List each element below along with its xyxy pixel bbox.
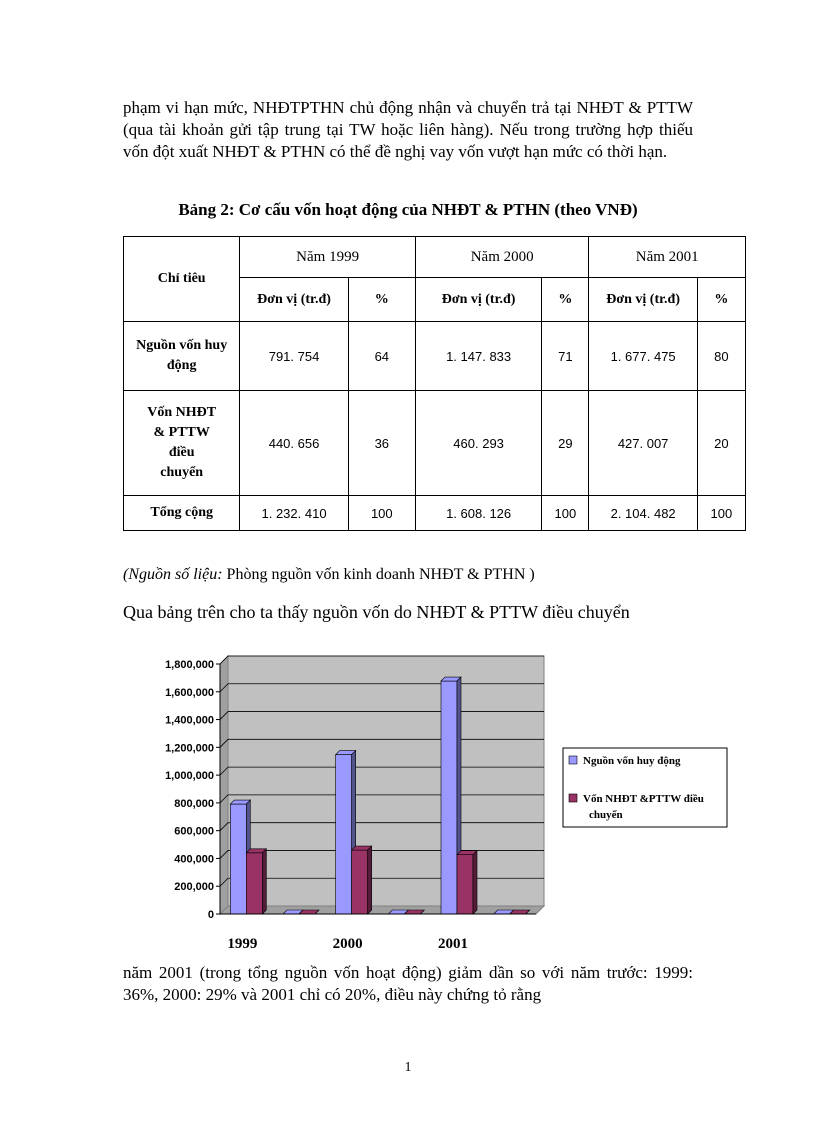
chart-y-tick-label: 1,200,000 bbox=[165, 742, 214, 755]
chart-y-tick-label: 0 bbox=[207, 909, 214, 921]
chart-x-tick-label: 2001 bbox=[438, 936, 468, 952]
table-cell: 71 bbox=[542, 322, 589, 391]
indicator-header: Chỉ tiêu bbox=[124, 237, 240, 322]
chart-y-tick-label: 400,000 bbox=[174, 853, 214, 866]
chart-side-wall bbox=[220, 656, 228, 914]
percent-header: % bbox=[348, 278, 415, 322]
year-header: Năm 2001 bbox=[589, 237, 746, 278]
chart-bar-front bbox=[441, 681, 457, 914]
capital-structure-table bbox=[123, 236, 746, 531]
chart-legend bbox=[563, 748, 727, 827]
row-label: Vốn NHĐT & PTTW điều chuyển bbox=[124, 391, 240, 496]
chart-legend-label-line: Vốn NHĐT &PTTW điều bbox=[583, 793, 704, 805]
chart-bar-front bbox=[246, 853, 262, 914]
row-label: Tổng cộng bbox=[124, 496, 240, 531]
lead-sentence: Qua bảng trên cho ta thấy nguồn vốn do NHĐT & PTTW điều chuyển bbox=[123, 602, 630, 622]
unit-header: Đơn vị (tr.đ) bbox=[240, 278, 348, 322]
table-cell: 440. 656 bbox=[240, 391, 348, 496]
table-cell: 100 bbox=[542, 496, 589, 531]
table-cell: 1. 677. 475 bbox=[589, 322, 697, 391]
table-cell: 460. 293 bbox=[415, 391, 541, 496]
table-cell: 100 bbox=[697, 496, 745, 531]
unit-header: Đơn vị (tr.đ) bbox=[589, 278, 697, 322]
table-cell: 791. 754 bbox=[240, 322, 348, 391]
chart-y-tick-label: 1,400,000 bbox=[165, 714, 214, 727]
chart-legend-swatch bbox=[569, 794, 577, 802]
chart-bar-front bbox=[457, 855, 473, 914]
page-number: 1 bbox=[404, 1060, 412, 1075]
chart-y-tick-label: 1,600,000 bbox=[165, 686, 214, 699]
chart-bar bbox=[457, 851, 477, 914]
chart-bar-side bbox=[262, 849, 266, 914]
chart-bar bbox=[510, 910, 530, 914]
table-caption: Bảng 2: Cơ cấu vốn hoạt động của NHĐT & PTHN (theo VNĐ) bbox=[178, 200, 638, 219]
chart-bar-side bbox=[368, 846, 372, 914]
table-cell: 20 bbox=[697, 391, 745, 496]
table-cell: 36 bbox=[348, 391, 415, 496]
chart-x-tick-label: 2000 bbox=[332, 936, 363, 952]
table-cell: 1. 147. 833 bbox=[415, 322, 541, 391]
chart-back-wall bbox=[228, 656, 544, 906]
source-note bbox=[123, 566, 535, 584]
chart-y-tick-label: 200,000 bbox=[174, 881, 214, 894]
chart-bar bbox=[299, 910, 319, 914]
source-text: Phòng nguồn vốn kinh doanh NHĐT & PTHN ) bbox=[222, 566, 535, 583]
table-row bbox=[124, 391, 746, 496]
chart-y-tick-label: 600,000 bbox=[174, 825, 214, 838]
chart-legend-label-line: chuyển bbox=[589, 809, 623, 821]
chart-bar-front bbox=[230, 804, 246, 914]
table-row bbox=[124, 496, 746, 531]
intro-paragraph: phạm vi hạn mức, NHĐTPTHN chủ động nhận và chuyển trả tại NHĐT & PTTW (qua tài khoản gửi tập trung tại TW hoặc liên hàng). Nếu trong trường hợp thiếu vốn đột xuất NHĐT & PTHN có thể đề nghị vay vốn vượt hạn mức có thời hạn. bbox=[123, 98, 693, 161]
table-cell: 80 bbox=[697, 322, 745, 391]
chart-y-tick-label: 800,000 bbox=[174, 797, 214, 810]
chart-bar-side bbox=[473, 851, 477, 914]
year-header: Năm 1999 bbox=[240, 237, 416, 278]
chart-legend-label-line: Nguồn vốn huy động bbox=[583, 755, 681, 767]
chart-legend-label bbox=[583, 755, 681, 767]
chart-bar-front bbox=[336, 755, 352, 914]
table-cell: 2. 104. 482 bbox=[589, 496, 697, 531]
chart-bar-front bbox=[352, 850, 368, 914]
conclusion-paragraph: năm 2001 (trong tổng nguồn vốn hoạt động) giảm dần so với năm trước: 1999: 36%, 2000: 29% và 2001 chỉ có 20%, điều này chứng tỏ rằng bbox=[123, 963, 693, 1004]
chart-x-tick-label: 1999 bbox=[227, 936, 258, 952]
table-cell: 1. 232. 410 bbox=[240, 496, 348, 531]
chart-legend-swatch bbox=[569, 756, 577, 764]
table-cell: 1. 608. 126 bbox=[415, 496, 541, 531]
table-cell: 100 bbox=[348, 496, 415, 531]
source-prefix: (Nguồn số liệu: bbox=[123, 566, 223, 583]
table-cell: 427. 007 bbox=[589, 391, 697, 496]
chart-bar bbox=[352, 846, 372, 914]
chart-y-tick-label: 1,000,000 bbox=[165, 770, 214, 783]
percent-header: % bbox=[697, 278, 745, 322]
chart-grid bbox=[220, 656, 544, 914]
table-cell: 29 bbox=[542, 391, 589, 496]
capital-chart bbox=[150, 650, 740, 960]
chart-y-tick-label: 1,800,000 bbox=[165, 659, 214, 671]
table-row bbox=[124, 322, 746, 391]
chart-bar bbox=[404, 910, 424, 914]
table-cell: 64 bbox=[348, 322, 415, 391]
row-label: Nguồn vốn huy động bbox=[124, 322, 240, 391]
chart-bar bbox=[246, 849, 266, 914]
year-header: Năm 2000 bbox=[415, 237, 589, 278]
unit-header: Đơn vị (tr.đ) bbox=[415, 278, 541, 322]
percent-header: % bbox=[542, 278, 589, 322]
